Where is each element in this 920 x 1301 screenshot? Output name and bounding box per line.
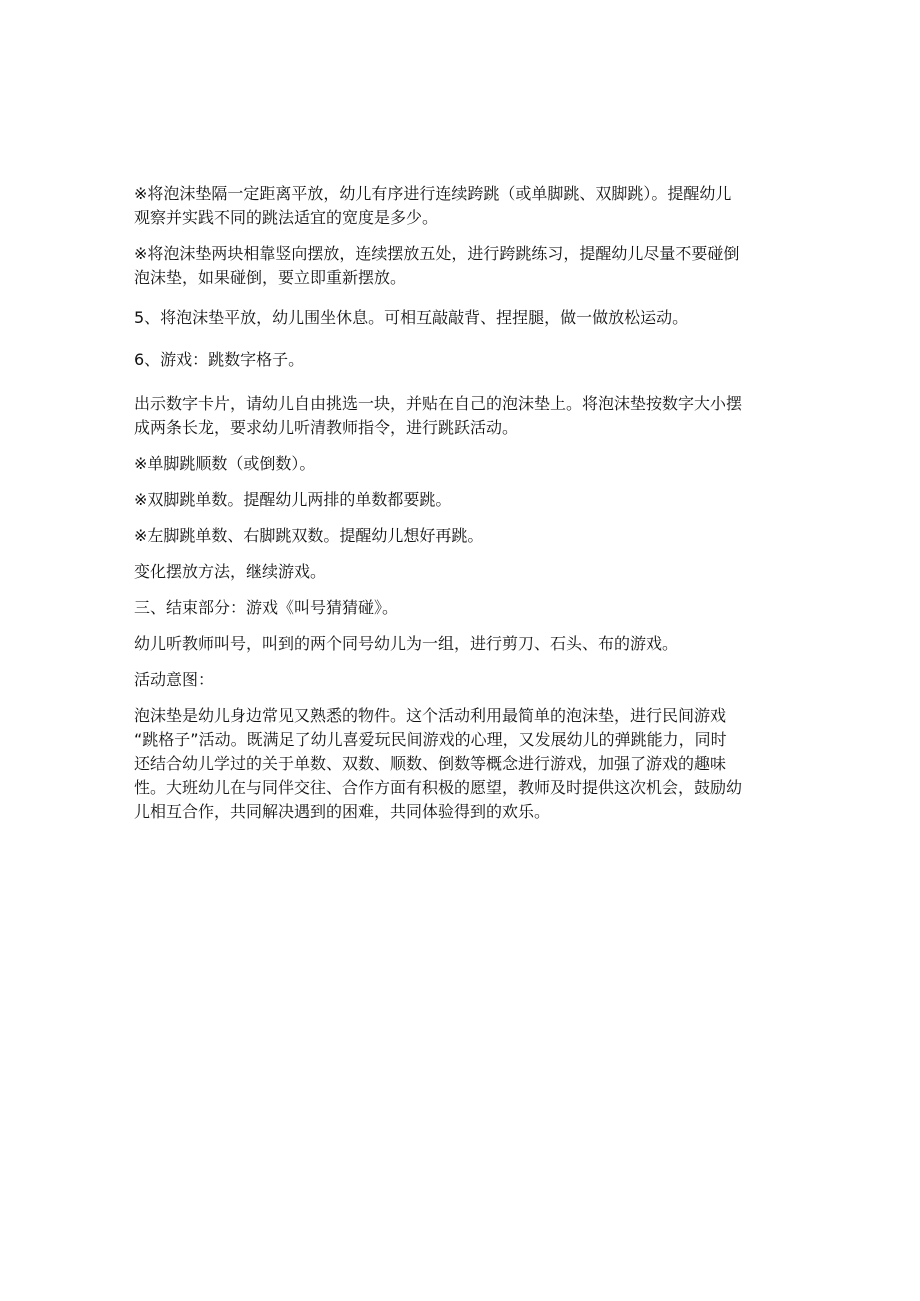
paragraph-line: 三、结束部分：游戏《叫号猜猜碰》。 [134,598,399,617]
paragraph-line: 儿相互合作，共同解决遇到的困难，共同体验得到的欢乐。 [134,802,551,821]
paragraph-line: 还结合幼儿学过的关于单数、双数、顺数、倒数等概念进行游戏，加强了游戏的趣味 [134,754,727,773]
paragraph-line: 6、游戏：跳数字格子。 [134,350,305,369]
paragraph-line: 性。大班幼儿在与同伴交往、合作方面有积极的愿望，教师及时提供这次机会，鼓励幼 [134,778,743,797]
paragraph-line: 泡沫垫是幼儿身边常见又熟悉的物件。这个活动利用最简单的泡沫垫，进行民间游戏 [134,706,727,725]
paragraph-line: “跳格子”活动。既满足了幼儿喜爱玩民间游戏的心理，又发展幼儿的弹跳能力，同时 [134,730,727,749]
paragraph-p6 [134,452,784,476]
document-body [134,182,784,824]
paragraph-p12 [134,668,784,692]
paragraph-p10 [134,596,784,620]
paragraph-p1 [134,182,784,230]
paragraph-line: ※将泡沫垫隔一定距离平放，幼儿有序进行连续跨跳（或单脚跳、双脚跳）。提醒幼儿 [134,184,732,203]
paragraph-p9 [134,560,784,584]
paragraph-line: ※单脚跳顺数（或倒数）。 [134,454,316,473]
paragraph-line: ※双脚跳单数。提醒幼儿两排的单数都要跳。 [134,490,452,509]
paragraph-line: 5、将泡沫垫平放，幼儿围坐休息。可相互敲敲背、捏捏腿，做一做放松运动。 [134,308,689,327]
paragraph-p4 [134,348,784,372]
paragraph-line: 幼儿听教师叫号，叫到的两个同号幼儿为一组，进行剪刀、石头、布的游戏。 [134,634,679,653]
paragraph-p7 [134,488,784,512]
paragraph-p8 [134,524,784,548]
paragraph-line: 成两条长龙，要求幼儿听清教师指令，进行跳跃活动。 [134,418,519,437]
paragraph-line: ※左脚跳单数、右脚跳双数。提醒幼儿想好再跳。 [134,526,484,545]
paragraph-line: 观察并实践不同的跳法适宜的宽度是多少。 [134,208,439,227]
paragraph-line: ※将泡沫垫两块相靠竖向摆放，连续摆放五处，进行跨跳练习，提醒幼儿尽量不要碰倒 [134,244,740,263]
paragraph-line: 活动意图： [134,670,215,689]
paragraph-p2 [134,242,784,290]
paragraph-p13 [134,704,784,824]
paragraph-line: 出示数字卡片，请幼儿自由挑选一块，并贴在自己的泡沫垫上。将泡沫垫按数字大小摆 [134,394,743,413]
paragraph-p11 [134,632,784,656]
paragraph-line: 泡沫垫，如果碰倒，要立即重新摆放。 [134,268,407,287]
paragraph-line: 变化摆放方法，继续游戏。 [134,562,327,581]
paragraph-p5 [134,392,784,440]
paragraph-p3 [134,306,784,330]
